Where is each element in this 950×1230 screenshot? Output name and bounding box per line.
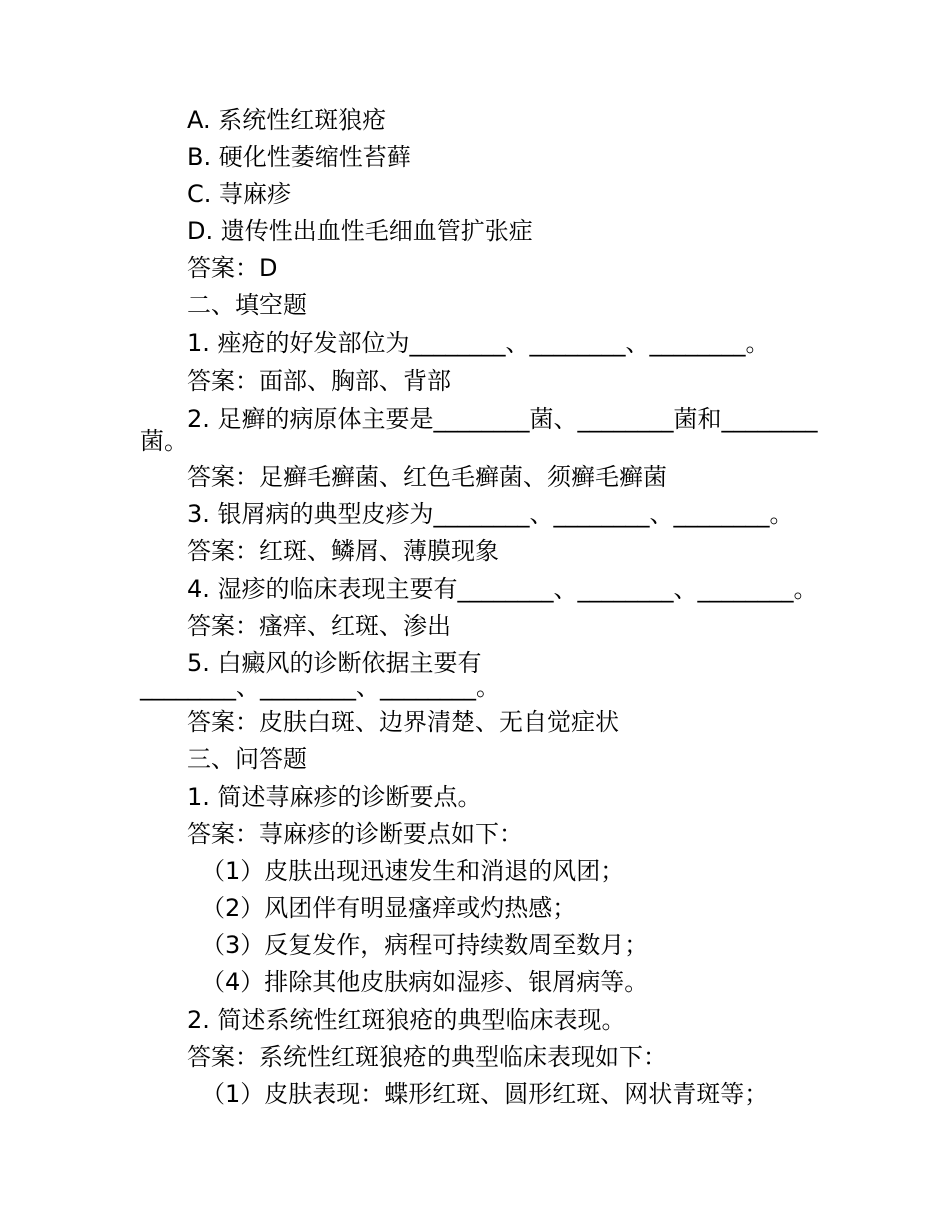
option-d: D. 遗传性出血性毛细血管扩张症 bbox=[187, 217, 533, 245]
answer-line: 答案：荨麻疹的诊断要点如下： bbox=[187, 820, 523, 848]
question-line: 3. 银屑病的典型皮疹为________、________、________。 bbox=[187, 500, 794, 528]
question-line: 1. 痤疮的好发部位为________、________、________。 bbox=[187, 329, 770, 357]
section-heading: 三、问答题 bbox=[187, 745, 307, 773]
question-line: 2. 足癣的病原体主要是________菌、________菌和________ bbox=[187, 405, 818, 433]
question-line: 4. 湿疹的临床表现主要有________、________、________。 bbox=[187, 575, 818, 603]
answer-list-item: （1）皮肤表现：蝶形红斑、圆形红斑、网状青斑等； bbox=[201, 1080, 769, 1108]
answer-line: 答案：瘙痒、红斑、渗出 bbox=[187, 612, 451, 640]
question-line: 2. 简述系统性红斑狼疮的典型临床表现。 bbox=[187, 1006, 626, 1034]
answer-line: 答案：足癣毛癣菌、红色毛癣菌、须癣毛癣菌 bbox=[187, 463, 667, 491]
option-c: C. 荨麻疹 bbox=[187, 180, 292, 208]
answer-list-item: （4）排除其他皮肤病如湿疹、银屑病等。 bbox=[201, 968, 649, 996]
question-continuation: ________、________、________。 bbox=[140, 673, 500, 701]
section-heading: 二、填空题 bbox=[187, 291, 307, 319]
answer-list-item: （1）皮肤出现迅速发生和消退的风团； bbox=[201, 857, 625, 885]
answer-list-item: （3）反复发作，病程可持续数周至数月； bbox=[201, 931, 649, 959]
question-continuation: 菌。 bbox=[140, 427, 188, 455]
option-b: B. 硬化性萎缩性苔藓 bbox=[187, 143, 411, 171]
answer-line: 答案：面部、胸部、背部 bbox=[187, 367, 451, 395]
answer-line: 答案：D bbox=[187, 254, 278, 282]
question-line: 5. 白癜风的诊断依据主要有 bbox=[187, 649, 482, 677]
option-a: A. 系统性红斑狼疮 bbox=[187, 106, 387, 134]
answer-line: 答案：系统性红斑狼疮的典型临床表现如下： bbox=[187, 1043, 667, 1071]
answer-line: 答案：红斑、鳞屑、薄膜现象 bbox=[187, 537, 499, 565]
answer-line: 答案：皮肤白斑、边界清楚、无自觉症状 bbox=[187, 708, 619, 736]
answer-list-item: （2）风团伴有明显瘙痒或灼热感； bbox=[201, 894, 577, 922]
question-line: 1. 简述荨麻疹的诊断要点。 bbox=[187, 783, 482, 811]
